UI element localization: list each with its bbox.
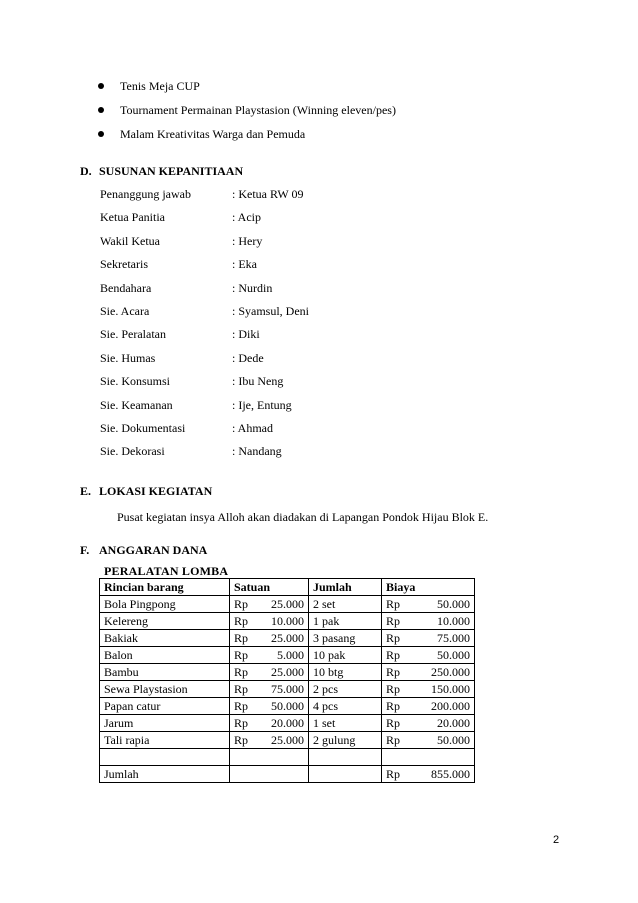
table-empty-row: [100, 749, 475, 766]
table-header-row: [100, 579, 475, 596]
location-paragraph: Pusat kegiatan insya Alloh akan diadakan di Lapangan Pondok Hijau Blok E.: [117, 510, 489, 524]
committee-row: Wakil Ketua : Hery: [100, 233, 263, 248]
table-total-row: Jumlah Rp 855.000: [100, 766, 475, 783]
section-f-heading: F. ANGGARAN DANA: [80, 543, 208, 557]
table-row: Jarum Rp 20.000 1 set Rp 20.000: [100, 715, 475, 732]
committee-row: Penanggung jawab : Ketua RW 09: [100, 187, 304, 201]
committee-list: [100, 186, 309, 467]
bullet-item: Tournament Permainan Playstasion (Winning eleven/pes): [98, 102, 396, 126]
bullet-dot-icon: [98, 107, 104, 113]
table-row: Kelereng Rp 10.000 1 pak Rp 10.000: [100, 613, 475, 630]
budget-table: [99, 578, 475, 783]
section-e-heading: E. LOKASI KEGIATAN: [80, 484, 213, 498]
bullet-item: Malam Kreativitas Warga dan Pemuda: [98, 126, 396, 150]
column-header: Rincian barang: [100, 579, 230, 596]
table-row: Bakiak Rp 25.000 3 pasang Rp 75.000: [100, 630, 475, 647]
bullet-dot-icon: [98, 83, 104, 89]
committee-row: Sie. Dekorasi : Nandang: [100, 444, 282, 459]
committee-row: Sekretaris : Eka: [100, 257, 257, 272]
committee-row: Sie. Keamanan : Ije, Entung: [100, 397, 292, 412]
committee-row: Sie. Peralatan : Diki: [100, 327, 260, 342]
column-header: Satuan: [230, 579, 309, 596]
committee-row: Bendahara : Nurdin: [100, 280, 273, 295]
table-row: Bola Pingpong Rp 25.000 2 set Rp 50.000: [100, 596, 475, 613]
table-row: Tali rapia Rp 25.000 2 gulung Rp 50.000: [100, 732, 475, 749]
section-d-heading: D. SUSUNAN KEPANITIAAN: [80, 164, 244, 178]
table-row: Papan catur Rp 50.000 4 pcs Rp 200.000: [100, 698, 475, 715]
table-row: Balon Rp 5.000 10 pak Rp 50.000: [100, 647, 475, 664]
committee-row: Ketua Panitia : Acip: [100, 210, 261, 225]
bullet-item: Tenis Meja CUP: [98, 78, 396, 102]
page-number: 2: [553, 834, 560, 846]
bullet-dot-icon: [98, 131, 104, 137]
table-row: Sewa Playstasion Rp 75.000 2 pcs Rp 150.000: [100, 681, 475, 698]
budget-subtitle: PERALATAN LOMBA: [104, 564, 229, 578]
event-bullet-list: [98, 78, 396, 150]
column-header: Biaya: [382, 579, 475, 596]
column-header: Jumlah: [309, 579, 382, 596]
committee-row: Sie. Humas : Dede: [100, 350, 264, 365]
table-row: Bambu Rp 25.000 10 btg Rp 250.000: [100, 664, 475, 681]
committee-row: Sie. Acara : Syamsul, Deni: [100, 303, 309, 318]
committee-row: Sie. Dokumentasi : Ahmad: [100, 420, 273, 435]
committee-row: Sie. Konsumsi : Ibu Neng: [100, 374, 284, 389]
